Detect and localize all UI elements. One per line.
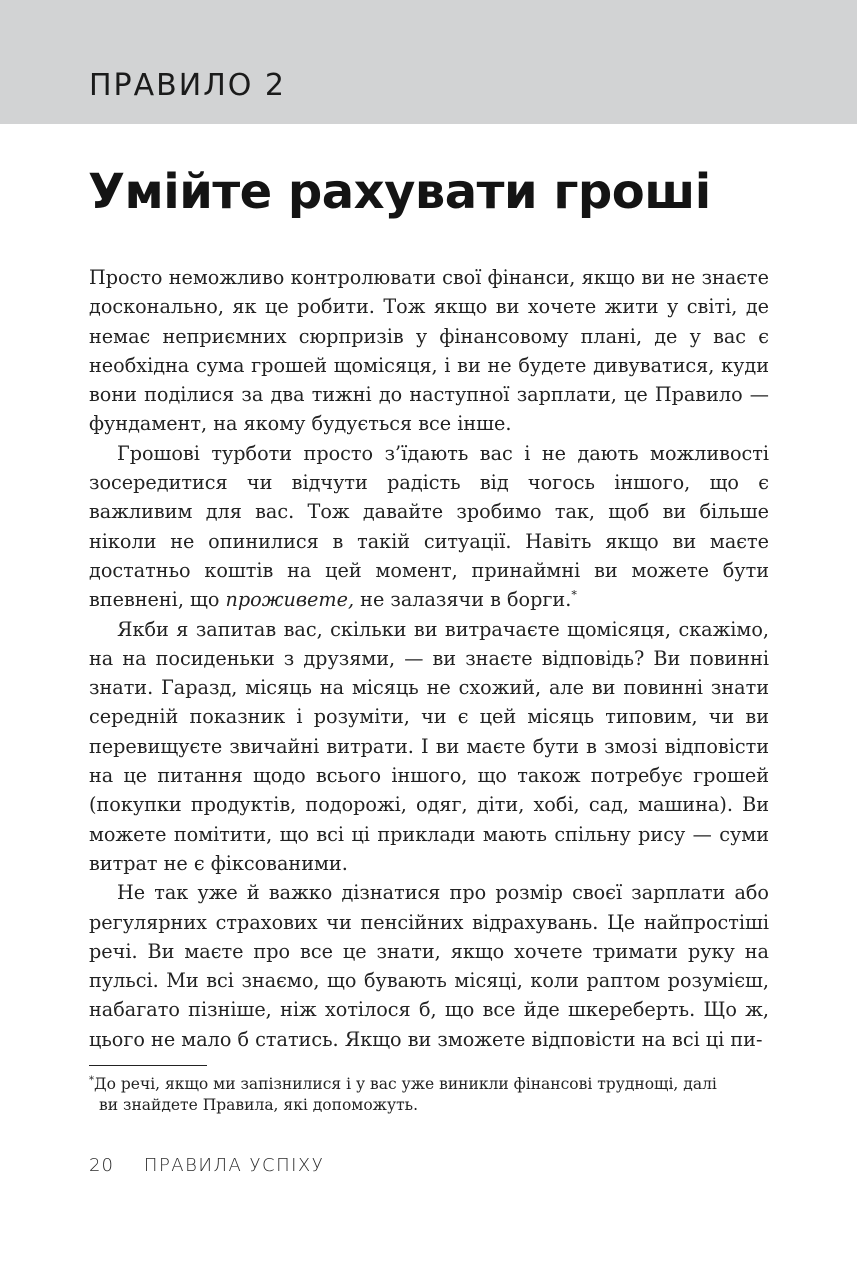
footnote-divider xyxy=(89,1065,207,1066)
footnote xyxy=(89,1074,779,1116)
paragraph-2-tail: не залазячи в борги. xyxy=(354,588,572,612)
running-title: ПРАВИЛА УСПІХУ xyxy=(143,1155,325,1176)
page-footer xyxy=(89,1154,324,1178)
footnote-mark: * xyxy=(89,1074,94,1086)
paragraph-2-italic: проживете, xyxy=(225,588,355,612)
footnote-reference: * xyxy=(571,588,577,602)
body-text xyxy=(89,263,769,1054)
page-number: 20 xyxy=(89,1155,114,1176)
paragraph-3: Якби я запитав вас, скільки ви витрачаєте щомісяця, скажімо, на на посиденьки з друзями, — ви знаєте відповідь? Ви повинні знати. Гаразд, місяць на місяць не схожий, але ви повинні знати середній показник і розуміти, чи є цей місяць типовим, чи ви перевищуєте звичайні витрати. І ви маєте бути в змозі відповісти на це питання щодо всього іншого, що також потребує грошей (покупки продуктів, подорожі, одяг, діти, хобі, сад, машина). Ви можете помітити, що всі ці приклади мають спільну рису — суми витрат не є фіксованими. xyxy=(89,617,769,875)
header-band xyxy=(0,0,857,124)
rule-label: ПРАВИЛО 2 xyxy=(89,68,286,103)
footnote-line-1: До речі, якщо ми запізнилися і у вас уже виникли фінансові труднощі, далі xyxy=(94,1075,717,1093)
paragraph-2-lead: Грошові турботи просто з’їдають вас і не дають можливості зосередитися чи відчути радість від чогось іншого, що є важливим для вас. Тож давайте зробимо так, щоб ви більше ніколи не опинилися в такій ситуації. Навіть якщо ви маєте достатньо коштів на цей момент, принаймні ви можете бути впевнені, що xyxy=(89,441,769,612)
chapter-title: Умійте рахувати гроші xyxy=(88,164,711,220)
footnote-line-2: ви знайдете Правила, які допоможуть. xyxy=(99,1096,419,1114)
paragraph-2 xyxy=(89,439,769,615)
paragraph-1: Просто неможливо контролювати свої фінанси, якщо ви не знаєте досконально, як це робити. Тож якщо ви хочете жити у світі, де немає неприємних сюрпризів у фінансовому плані, де у вас є необхідна сума грошей щомісяця, і ви не будете дивуватися, куди вони поділися за два тижні до наступної зарплати, це Правило — фундамент, на якому будується все інше. xyxy=(89,266,769,436)
paragraph-4: Не так уже й важко дізнатися про розмір своєї зарплати або регулярних страхових чи пенсійних відрахувань. Це найпростіші речі. Ви маєте про все це знати, якщо хочете тримати руку на пульсі. Ми всі знаємо, що бувають місяці, коли раптом розумієш, набагато пізніше, ніж хотілося б, що все йде шкереберть. Що ж, цього не мало б статись. Якщо ви зможете відповісти на всі ці пи- xyxy=(89,881,769,1051)
